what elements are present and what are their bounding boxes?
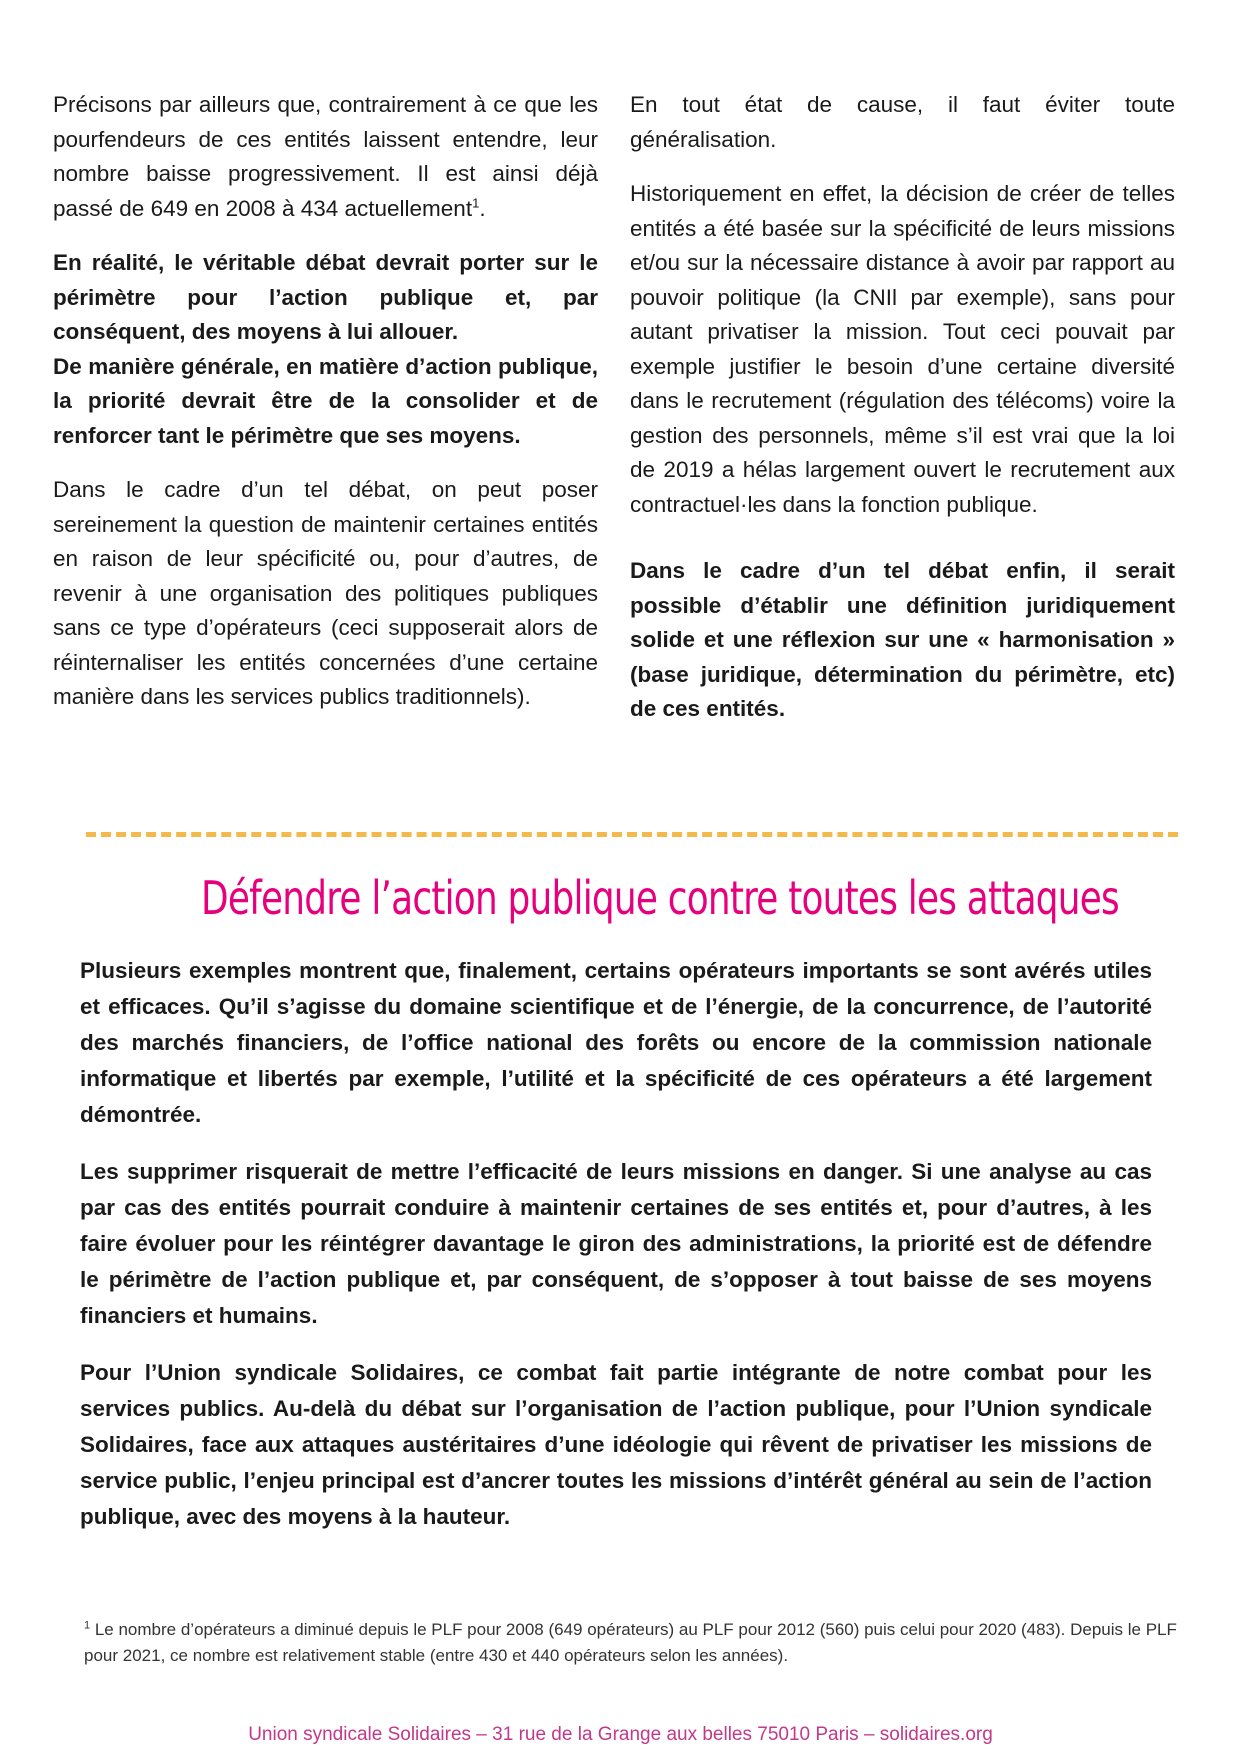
- footnote-text: Le nombre d’opérateurs a diminué depuis le PLF pour 2008 (649 opérateurs) au PLF pour 2012 (560) puis celui pour 2020 (483). Depuis le PLF pour 2021, ce nombre est relativement stable (entre 430 et 440 opérateurs selon les années).: [84, 1620, 1177, 1665]
- section-body: [80, 953, 1152, 1556]
- left-paragraph-2: En réalité, le véritable débat devrait porter sur le périmètre pour l’action publique et, par conséquent, des moyens à lui allouer.: [53, 250, 598, 344]
- right-column: [630, 88, 1175, 747]
- footnote-reference[interactable]: 1: [472, 195, 480, 210]
- section-paragraph-1: Plusieurs exemples montrent que, finalement, certains opérateurs importants se sont avérés utiles et efficaces. Qu’il s’agisse du domaine scientifique et de l’énergie, de la concurrence, de l’autorité des marchés financiers, de l’office national des forêts ou encore de la commission nationale informatique et libertés par exemple, l’utilité et la spécificité de ces opérateurs a été largement démontrée.: [80, 958, 1152, 1127]
- left-paragraph-1-end: .: [479, 195, 486, 221]
- footnote: [84, 1617, 1180, 1669]
- left-paragraph-3: De manière générale, en matière d’action publique, la priorité devrait être de la consolider et de renforcer tant le périmètre que ses moyens.: [53, 353, 598, 448]
- left-paragraph-4: Dans le cadre d’un tel débat, on peut poser sereinement la question de maintenir certaines entités en raison de leur spécificité ou, pour d’autres, de revenir à une organisation des politiques publiques sans ce type d’opérateurs (ceci supposerait alors de réinternaliser les entités concernées d’une certaine manière dans les services publics traditionnels).: [53, 477, 598, 709]
- section-paragraph-3: Pour l’Union syndicale Solidaires, ce combat fait partie intégrante de notre combat pour les services publics. Au-delà du débat sur l’organisation de l’action publique, pour l’Union syndicale Solidaires, face aux attaques austéritaires d’une idéologie qui rêvent de privatiser les missions de service public, l’enjeu principal est d’ancrer toutes les missions d’intérêt général au sein de l’action publique, avec des moyens à la hauteur.: [80, 1360, 1152, 1529]
- page-footer: Union syndicale Solidaires – 31 rue de la Grange aux belles 75010 Paris – solidaires.org: [248, 1724, 993, 1745]
- left-column: [53, 88, 598, 735]
- right-paragraph-3: Dans le cadre d’un tel débat enfin, il serait possible d’établir une définition juridiquement solide et une réflexion sur une « harmonisation » (base juridique, détermination du périmètre, etc) de ces entités.: [630, 558, 1175, 721]
- section-divider: [86, 832, 1178, 837]
- footnote-marker: 1: [84, 1619, 91, 1632]
- left-paragraph-1: [53, 88, 598, 226]
- left-paragraph-1-text: Précisons par ailleurs que, contrairement à ce que les pourfendeurs de ces entités laissent entendre, leur nombre baisse progressivement. Il est ainsi déjà passé de 649 en 2008 à 434 actuellement: [53, 92, 598, 221]
- right-paragraph-1: En tout état de cause, il faut éviter toute généralisation.: [630, 92, 1175, 152]
- section-paragraph-2: Les supprimer risquerait de mettre l’efficacité de leurs missions en danger. Si une analyse au cas par cas des entités pourrait conduire à maintenir certaines de ses entités et, pour d’autres, à les faire évoluer pour les réintégrer davantage le giron des administrations, la priorité est de défendre le périmètre de l’action publique et, par conséquent, de s’opposer à tout baisse de ses moyens financiers et humains.: [80, 1159, 1152, 1328]
- right-paragraph-2: Historiquement en effet, la décision de créer de telles entités a été basée sur la spécificité de leurs missions et/ou sur la nécessaire distance à avoir par rapport au pouvoir politique (la CNIl par exemple), sans pour autant privatiser la mission. Tout ceci pouvait par exemple justifier le besoin d’une certaine diversité dans le recrutement (régulation des télécoms) voire la gestion des personnels, même s’il est vrai que la loi de 2019 a hélas largement ouvert le recrutement aux contractuel·les dans la fonction publique.: [630, 181, 1175, 517]
- section-title: Défendre l’action publique contre toutes les attaques: [201, 871, 1119, 925]
